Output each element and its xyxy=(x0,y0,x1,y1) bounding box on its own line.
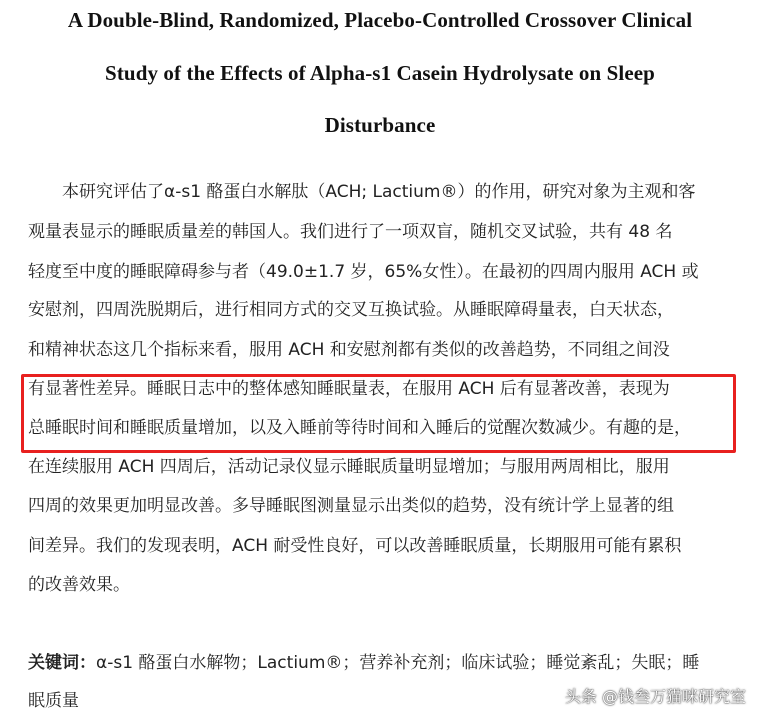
abstract-line: 有显著性差异。睡眠日志中的整体感知睡眠量表，在服用 ACH 后有显著改善，表现为 xyxy=(28,379,670,399)
abstract-line: 四周的效果更加明显改善。多导睡眠图测量显示出类似的趋势，没有统计学上显著的组 xyxy=(28,496,674,516)
abstract-line: 本研究评估了α-s1 酪蛋白水解肽（ACH; Lactium®）的作用，研究对象为主观和客 xyxy=(62,182,696,202)
abstract-line: 和精神状态这几个指标来看，服用 ACH 和安慰剂都有类似的改善趋势，不同组之间没 xyxy=(28,340,670,360)
keywords-line-1 xyxy=(28,651,699,675)
highlight-box xyxy=(21,374,736,453)
abstract-line: 轻度至中度的睡眠障碍参与者（49.0±1.7 岁，65%女性）。在最初的四周内服用 ACH 或 xyxy=(28,262,699,282)
keywords-line-2: 眠质量 xyxy=(28,691,79,711)
abstract-line: 安慰剂，四周洗脱期后，进行相同方式的交叉互换试验。从睡眠障碍量表，白天状态， xyxy=(28,300,674,320)
abstract-line: 间差异。我们的发现表明，ACH 耐受性良好，可以改善睡眠质量，长期服用可能有累积 xyxy=(28,536,682,556)
title-line-3: Disturbance xyxy=(324,113,436,137)
abstract-line: 观量表显示的睡眠质量差的韩国人。我们进行了一项双盲，随机交叉试验，共有 48 名 xyxy=(28,222,673,242)
watermark: 头条 @钱叁万猫咪研究室 xyxy=(564,687,746,706)
title-line-2: Study of the Effects of Alpha-s1 Casein Hydrolysate on Sleep xyxy=(105,61,655,85)
title-line-1: A Double-Blind, Randomized, Placebo-Controlled Crossover Clinical xyxy=(67,8,693,32)
abstract-line: 总睡眠时间和睡眠质量增加，以及入睡前等待时间和入睡后的觉醒次数减少。有趣的是， xyxy=(28,418,691,438)
abstract-line: 在连续服用 ACH 四周后，活动记录仪显示睡眠质量明显增加；与服用两周相比，服用 xyxy=(28,457,670,477)
keywords-text: α-s1 酪蛋白水解物；Lactium®；营养补充剂；临床试验；睡觉紊乱；失眠；睡 xyxy=(96,653,700,673)
keywords-label: 关键词： xyxy=(28,653,96,673)
abstract-line: 的改善效果。 xyxy=(28,575,130,595)
